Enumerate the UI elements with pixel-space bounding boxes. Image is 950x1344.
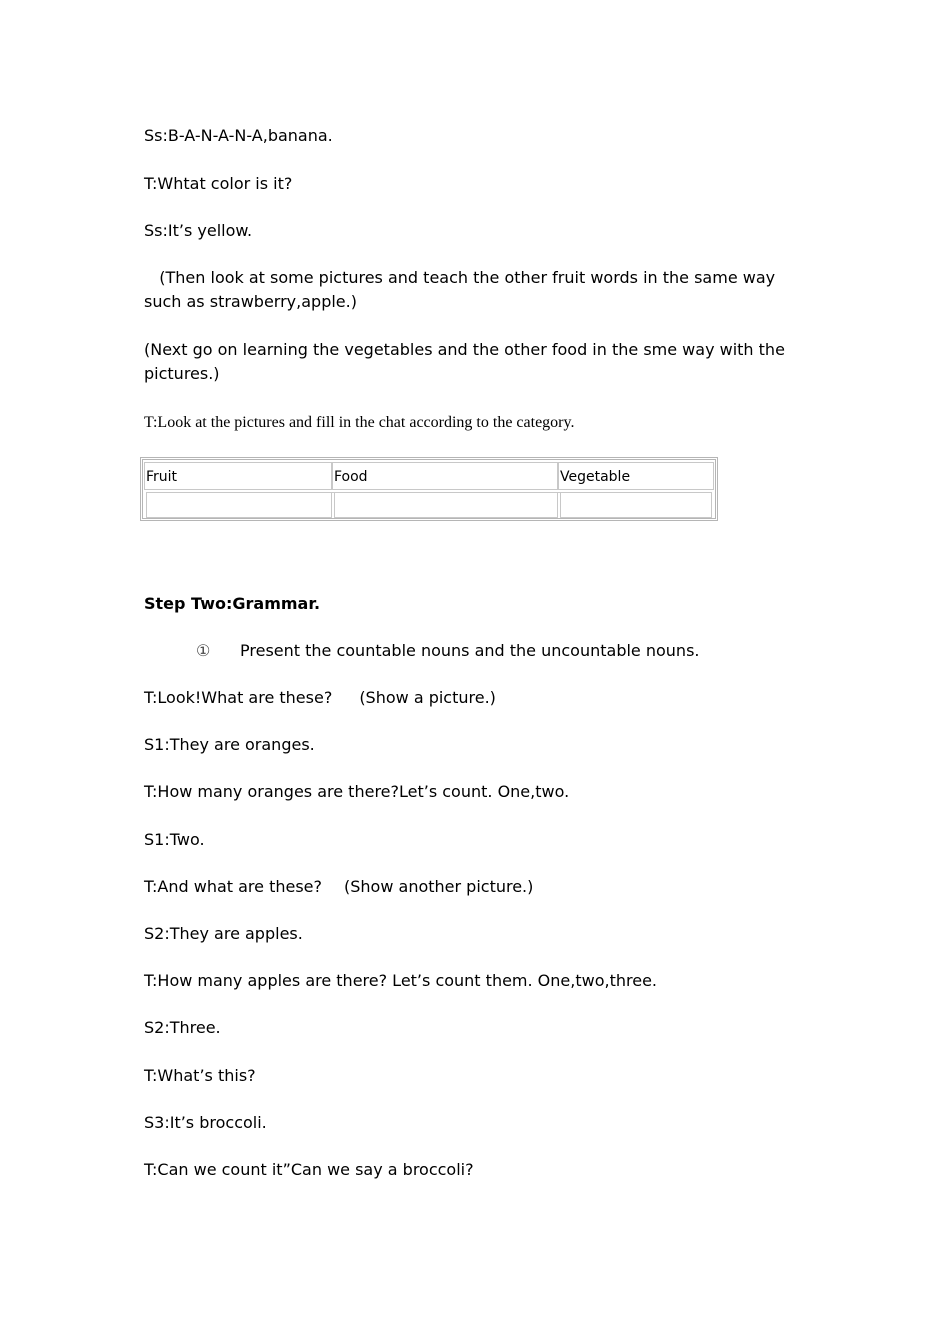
instruction-paragraph: (Then look at some pictures and teach the other fruit words in the same way such as strawberry,apple.) bbox=[144, 268, 781, 311]
table-header-food: Food bbox=[332, 462, 558, 490]
stage-note: (Show another picture.) bbox=[344, 877, 534, 896]
dialogue-line: T:Can we count it”Can we say a broccoli? bbox=[144, 1160, 474, 1179]
dialogue-line: S2:They are apples. bbox=[144, 924, 303, 943]
dialogue-line bbox=[144, 686, 496, 710]
table-cell-fruit bbox=[146, 492, 332, 518]
table-header-vegetable: Vegetable bbox=[558, 462, 714, 490]
stage-note: (Show a picture.) bbox=[359, 688, 496, 707]
table-cell-food bbox=[334, 492, 558, 518]
dialogue-line: S2:Three. bbox=[144, 1018, 221, 1037]
dialogue-line: T:Whtat color is it? bbox=[144, 174, 293, 193]
instruction-paragraph: (Next go on learning the vegetables and the other food in the sme way with the pictures.) bbox=[144, 340, 785, 383]
dialogue-line: T:How many apples are there? Let’s count them. One,two,three. bbox=[144, 971, 657, 990]
table-header-fruit: Fruit bbox=[144, 462, 332, 490]
dialogue-line: S3:It’s broccoli. bbox=[144, 1113, 267, 1132]
table-cell-vegetable bbox=[560, 492, 712, 518]
category-table bbox=[140, 457, 718, 521]
dialogue-line: T:How many oranges are there?Let’s count. One,two. bbox=[144, 782, 570, 801]
list-item-text: Present the countable nouns and the uncountable nouns. bbox=[240, 641, 700, 660]
dialogue-line: Ss:It’s yellow. bbox=[144, 221, 253, 240]
dialogue-line: T:Look at the pictures and fill in the chat according to the category. bbox=[144, 414, 575, 431]
dialogue-line bbox=[144, 875, 533, 899]
circled-number-marker: ① bbox=[196, 641, 211, 660]
dialogue-line: S1:Two. bbox=[144, 830, 205, 849]
section-heading: Step Two:Grammar. bbox=[144, 594, 321, 613]
dialogue-line: Ss:B-A-N-A-N-A,banana. bbox=[144, 126, 333, 145]
dialogue-line: T:What’s this? bbox=[144, 1066, 256, 1085]
dialogue-text: T:Look!What are these? bbox=[144, 688, 333, 707]
list-item bbox=[196, 639, 700, 663]
dialogue-text: T:And what are these? bbox=[144, 877, 323, 896]
dialogue-line: S1:They are oranges. bbox=[144, 735, 315, 754]
